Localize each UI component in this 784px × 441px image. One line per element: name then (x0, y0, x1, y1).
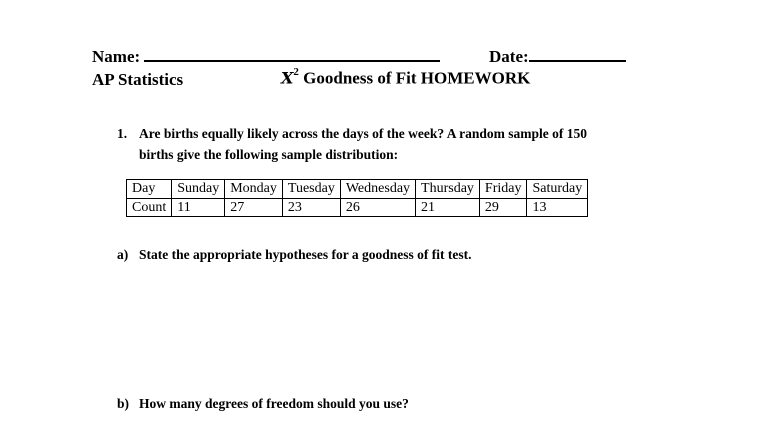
page-title (281, 68, 530, 89)
name-blank-line[interactable] (144, 46, 440, 62)
title-text: Goodness of Fit HOMEWORK (303, 68, 531, 88)
count-cell: 23 (282, 199, 340, 217)
table-row-counts (127, 199, 588, 217)
question-1-number: 1. (117, 126, 128, 141)
day-cell: Wednesday (340, 180, 415, 199)
part-b-label: b) (117, 396, 130, 411)
count-cell: 29 (479, 199, 527, 217)
day-cell: Monday (225, 180, 283, 199)
day-cell: Sunday (172, 180, 225, 199)
date-label: Date: (489, 47, 529, 66)
part-a-text: State the appropriate hypotheses for a goodness of fit test. (139, 247, 472, 262)
day-cell: Tuesday (282, 180, 340, 199)
count-cell: 27 (225, 199, 283, 217)
date-field (489, 46, 626, 67)
question-1 (117, 123, 587, 165)
chi-square-exponent: 2 (293, 66, 299, 78)
name-label: Name: (92, 47, 141, 66)
chi-square-symbol: X (281, 68, 294, 88)
part-b (117, 396, 409, 412)
day-cell: Saturday (527, 180, 588, 199)
part-a (117, 247, 471, 263)
part-a-label: a) (117, 247, 129, 262)
count-cell: 21 (416, 199, 480, 217)
day-cell: Thursday (416, 180, 480, 199)
question-1-line-2: births give the following sample distribution: (139, 147, 399, 162)
date-blank-line[interactable] (529, 46, 626, 62)
name-field (92, 46, 440, 67)
day-cell: Friday (479, 180, 527, 199)
row-label-count: Count (127, 199, 172, 217)
table-row-days (127, 180, 588, 199)
births-table (126, 179, 588, 217)
course-name: AP Statistics (92, 70, 184, 89)
count-cell: 11 (172, 199, 225, 217)
count-cell: 26 (340, 199, 415, 217)
question-1-line-1: Are births equally likely across the days of the week? A random sample of 150 (139, 126, 588, 141)
part-b-text: How many degrees of freedom should you use? (139, 396, 409, 411)
row-label-day: Day (127, 180, 172, 199)
count-cell: 13 (527, 199, 588, 217)
